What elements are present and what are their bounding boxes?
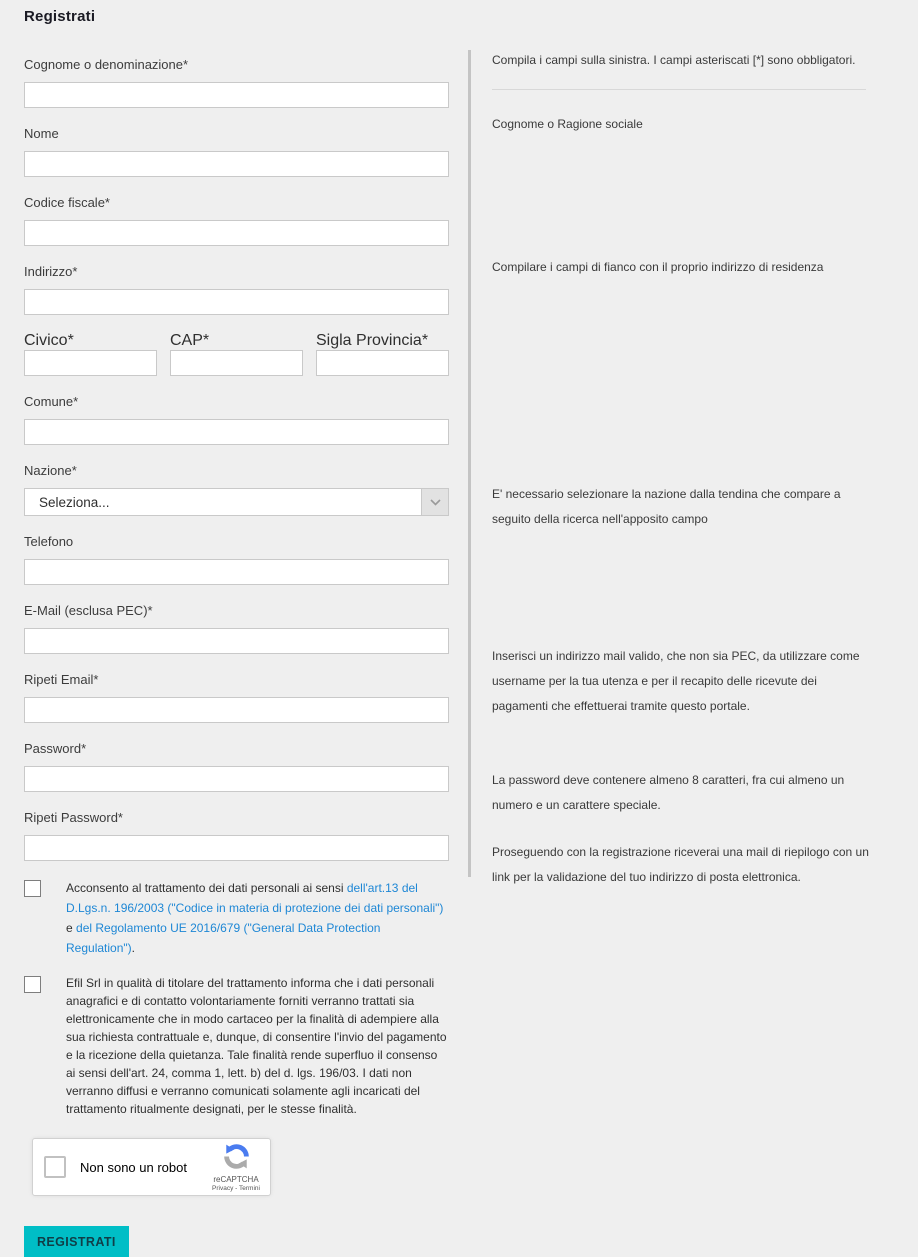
- field-comune: [24, 393, 449, 445]
- field-ripeti-password: [24, 809, 449, 861]
- nazione-select-arrow-button[interactable]: [421, 489, 448, 515]
- help-password: La password deve contenere almeno 8 caratteri, fra cui almeno un numero e un carattere speciale.: [492, 773, 845, 812]
- indirizzo-input[interactable]: [24, 289, 449, 315]
- recaptcha-brand-name: reCAPTCHA: [213, 1175, 259, 1184]
- codice-fiscale-label: Codice fiscale*: [24, 195, 110, 210]
- field-sigla-provincia: [316, 332, 449, 376]
- nazione-select[interactable]: [24, 488, 449, 516]
- column-divider: [468, 50, 471, 877]
- registration-form: [24, 56, 449, 1257]
- privacy-consent-checkbox[interactable]: [24, 880, 41, 897]
- ripeti-password-label: Ripeti Password*: [24, 810, 123, 825]
- help-separator: [492, 89, 866, 90]
- gdpr-link[interactable]: del Regolamento UE 2016/679 ("General Data Protection Regulation"): [66, 921, 381, 955]
- email-label: E-Mail (esclusa PEC)*: [24, 603, 153, 618]
- privacy-text-and: e: [66, 921, 77, 935]
- field-telefono: [24, 533, 449, 585]
- field-civico: [24, 332, 157, 376]
- recaptcha-brand: [207, 1144, 265, 1192]
- ripeti-email-label: Ripeti Email*: [24, 672, 99, 687]
- recaptcha-label: Non sono un robot: [80, 1159, 187, 1175]
- ripeti-password-input[interactable]: [24, 835, 449, 861]
- comune-label: Comune*: [24, 394, 79, 409]
- field-cognome: [24, 56, 449, 108]
- field-nazione: [24, 462, 449, 516]
- nome-input[interactable]: [24, 151, 449, 177]
- efil-consent-row: [24, 974, 449, 1118]
- field-codice-fiscale: [24, 194, 449, 246]
- dlgs-196-2003-link[interactable]: dell'art.13 del D.Lgs.n. 196/2003 ("Codice in materia di protezione dei dati personali"): [66, 881, 444, 915]
- cap-input[interactable]: [170, 350, 303, 376]
- efil-consent-text: Efil Srl in qualità di titolare del trattamento informa che i dati personali anagrafici e di contatto volontariamente forniti verranno trattati sia elettronicamente che in modo cartaceo per la finalità di adempiere alla sua richiesta contrattuale e, dunque, di consentire l'invio del pagamento e la ricezione della quietanza. Tale finalità rende superfluo il consenso ai sensi dell'art. 24, comma 1, lett. b) del d. lgs. 196/03. I dati non verranno diffusi e verranno comunicati solamente agli incaricati del trattamento ritualmente designati, per le stesse finalità.: [66, 976, 447, 1116]
- civico-label: Civico*: [24, 332, 74, 349]
- chevron-down-icon: [430, 493, 441, 511]
- field-cap: [170, 332, 303, 376]
- sigla-provincia-input[interactable]: [316, 350, 449, 376]
- telefono-label: Telefono: [24, 534, 74, 549]
- field-email: [24, 602, 449, 654]
- nazione-selected-value: Seleziona...: [39, 494, 110, 510]
- email-input[interactable]: [24, 628, 449, 654]
- field-nome: [24, 125, 449, 177]
- privacy-consent-row: [24, 878, 449, 958]
- recaptcha-privacy-terms-links[interactable]: Privacy - Termini: [212, 1185, 260, 1192]
- ripeti-email-input[interactable]: [24, 697, 449, 723]
- privacy-text-start: Acconsento al trattamento dei dati personali ai sensi: [66, 881, 347, 895]
- cap-label: CAP*: [170, 332, 210, 349]
- privacy-text-end: .: [131, 941, 135, 955]
- help-surname: Cognome o Ragione sociale: [492, 117, 643, 131]
- help-intro: Compila i campi sulla sinistra. I campi asteriscati [*] sono obbligatori.: [492, 53, 856, 67]
- comune-input[interactable]: [24, 419, 449, 445]
- page-title: Registrati: [24, 8, 96, 25]
- recaptcha-logo-icon: [224, 1156, 249, 1173]
- nome-label: Nome: [24, 126, 59, 141]
- address-detail-row: [24, 332, 449, 376]
- password-label: Password*: [24, 741, 87, 756]
- registrati-button[interactable]: REGISTRATI: [24, 1226, 129, 1257]
- recaptcha-checkbox[interactable]: [44, 1156, 66, 1178]
- help-address: Compilare i campi di fianco con il proprio indirizzo di residenza: [492, 260, 824, 274]
- field-indirizzo: [24, 263, 449, 315]
- telefono-input[interactable]: [24, 559, 449, 585]
- civico-input[interactable]: [24, 350, 157, 376]
- nazione-label: Nazione*: [24, 463, 77, 478]
- sigla-provincia-label: Sigla Provincia*: [316, 332, 429, 349]
- cognome-label: Cognome o denominazione*: [24, 57, 189, 72]
- recaptcha-widget: [32, 1138, 271, 1196]
- codice-fiscale-input[interactable]: [24, 220, 449, 246]
- password-input[interactable]: [24, 766, 449, 792]
- help-nation: E' necessario selezionare la nazione dalla tendina che compare a seguito della ricerca nell'apposito campo: [492, 487, 841, 526]
- help-email: Inserisci un indirizzo mail valido, che non sia PEC, da utilizzare come username per la tua utenza e per il recapito delle ricevute dei pagamenti che effettuerai tramite questo portale.: [492, 649, 860, 713]
- field-password: [24, 740, 449, 792]
- help-registration: Proseguendo con la registrazione riceverai una mail di riepilogo con un link per la validazione del tuo indirizzo di posta elettronica.: [492, 845, 869, 884]
- efil-consent-checkbox[interactable]: [24, 976, 41, 993]
- field-ripeti-email: [24, 671, 449, 723]
- indirizzo-label: Indirizzo*: [24, 264, 78, 279]
- privacy-consent-text: [66, 878, 449, 958]
- cognome-input[interactable]: [24, 82, 449, 108]
